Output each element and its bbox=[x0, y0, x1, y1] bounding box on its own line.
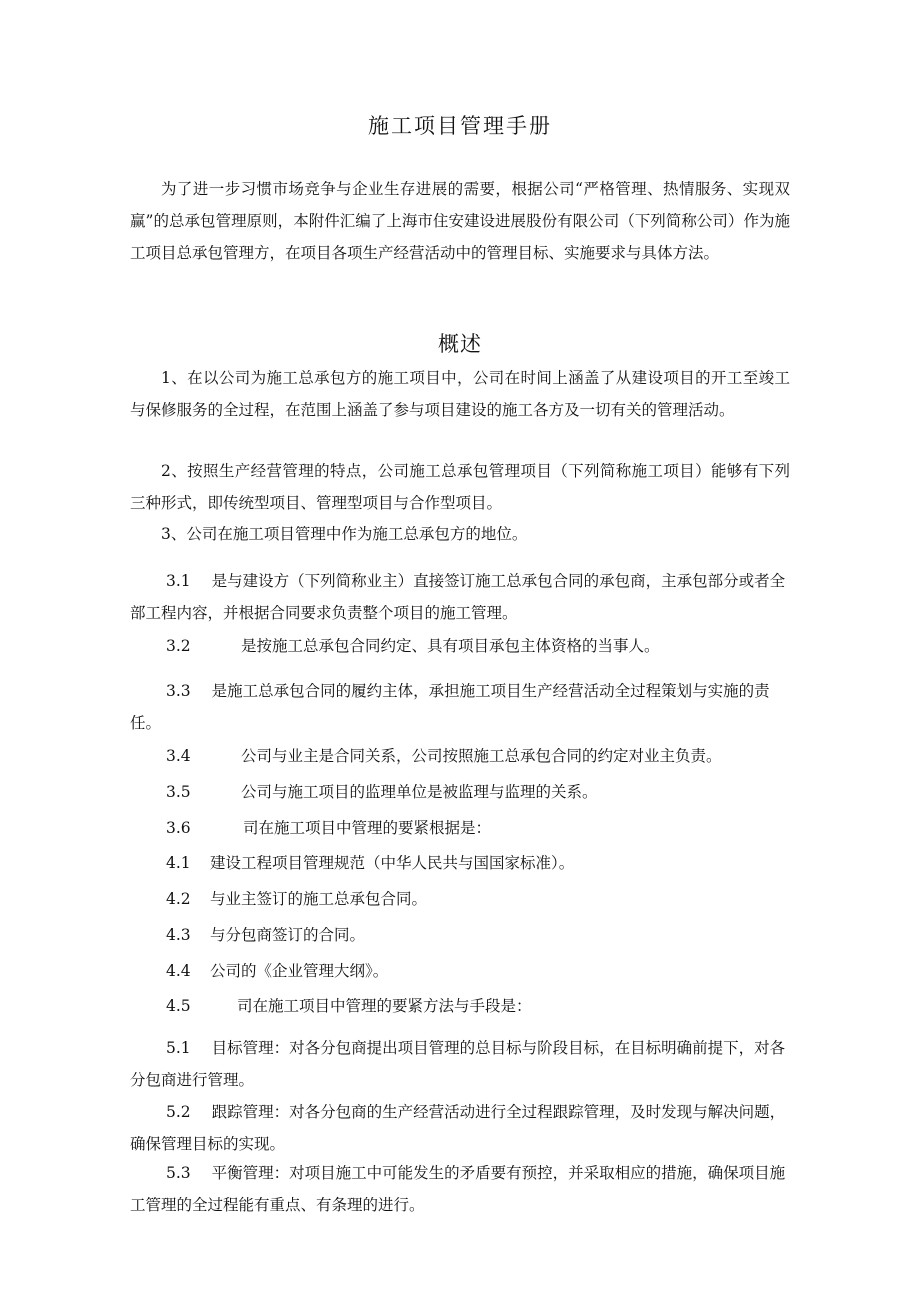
clause-text: 司在施工项目中管理的要紧方法与手段是： bbox=[237, 997, 532, 1015]
clause-4-3 bbox=[166, 919, 365, 951]
clause-text: 是按施工总承包合同约定、具有项目承包主体资格的当事人。 bbox=[241, 637, 660, 655]
clause-3-5 bbox=[166, 776, 598, 808]
clause-4-4 bbox=[166, 955, 388, 987]
clause-number: 4.1 bbox=[166, 854, 191, 872]
clause-text: 公司与业主是合同关系，公司按照施工总承包合同的约定对业主负责。 bbox=[241, 747, 722, 765]
clause-text: 司在施工项目中管理的要紧根据是： bbox=[243, 819, 492, 837]
clause-text: 跟踪管理：对各分包商的生产经营活动进行全过程跟踪管理，及时发现与解决问题，确保管理目标的实现。 bbox=[130, 1103, 786, 1153]
clause-3-4 bbox=[166, 740, 722, 772]
intro-paragraph: 为了进一步习惯市场竞争与企业生存进展的需要，根据公司“严格管理、热情服务、实现双赢”的总承包管理原则，本附件汇编了上海市住安建设进展股份有限公司（下列简称公司）作为施工项目总承包管理方，在项目各项生产经营活动中的管理目标、实施要求与具体方法。 bbox=[130, 180, 790, 262]
clause-number: 3.4 bbox=[166, 747, 191, 765]
clause-4-2 bbox=[166, 883, 427, 915]
clause-number: 3.3 bbox=[166, 682, 191, 700]
clause-5-2 bbox=[130, 1096, 790, 1160]
clause-text: 建设工程项目管理规范（中华人民共与国国家标准）。 bbox=[210, 854, 575, 872]
clause-text: 平衡管理：对项目施工中可能发生的矛盾要有预控，并采取相应的措施，确保项目施工管理的全过程能有重点、有条理的进行。 bbox=[130, 1164, 786, 1214]
clause-number: 5.1 bbox=[166, 1039, 191, 1057]
clause-text: 与业主签订的施工总承包合同。 bbox=[210, 890, 428, 908]
clause-number: 3.5 bbox=[166, 783, 191, 801]
clause-4-1 bbox=[166, 847, 574, 879]
clause-text: 与分包商签订的合同。 bbox=[210, 926, 366, 944]
clause-number: 4.4 bbox=[166, 962, 191, 980]
clause-3-2 bbox=[166, 630, 660, 662]
clause-4-5 bbox=[166, 990, 532, 1022]
paragraph-3: 3、公司在施工项目管理中作为施工总承包方的地位。 bbox=[161, 525, 528, 543]
clause-text: 是与建设方（下列简称业主）直接签订施工总承包合同的承包商，主承包部分或者全部工程内容，并根据合同要求负责整个项目的施工管理。 bbox=[130, 572, 786, 622]
clause-5-3 bbox=[130, 1157, 790, 1221]
section-heading: 概述 bbox=[438, 332, 482, 356]
document-title: 施工项目管理手册 bbox=[368, 114, 552, 138]
clause-number: 4.2 bbox=[166, 890, 191, 908]
clause-number: 5.3 bbox=[166, 1164, 191, 1182]
clause-text: 公司与施工项目的监理单位是被监理与监理的关系。 bbox=[241, 783, 598, 801]
clause-3-1 bbox=[130, 565, 790, 629]
clause-number: 3.1 bbox=[166, 572, 191, 590]
clause-3-3 bbox=[130, 675, 790, 739]
clause-text: 是施工总承包合同的履约主体，承担施工项目生产经营活动全过程策划与实施的责任。 bbox=[130, 682, 770, 732]
clause-text: 公司的《企业管理大纲》。 bbox=[210, 962, 389, 980]
paragraph-1: 1、在以公司为施工总承包方的施工项目中，公司在时间上涵盖了从建设项目的开工至竣工与保修服务的全过程，在范围上涵盖了参与项目建设的施工各方及一切有关的管理活动。 bbox=[130, 369, 790, 419]
clause-number: 3.2 bbox=[166, 637, 191, 655]
clause-number: 4.5 bbox=[166, 997, 191, 1015]
clause-number: 3.6 bbox=[166, 819, 191, 837]
clause-number: 5.2 bbox=[166, 1103, 191, 1121]
clause-3-6 bbox=[166, 812, 491, 844]
clause-number: 4.3 bbox=[166, 926, 191, 944]
clause-text: 目标管理：对各分包商提出项目管理的总目标与阶段目标，在目标明确前提下，对各分包商进行管理。 bbox=[130, 1039, 786, 1089]
clause-5-1 bbox=[130, 1032, 790, 1096]
paragraph-2: 2、按照生产经营管理的特点，公司施工总承包管理项目（下列简称施工项目）能够有下列三种形式，即传统型项目、管理型项目与合作型项目。 bbox=[130, 462, 790, 512]
